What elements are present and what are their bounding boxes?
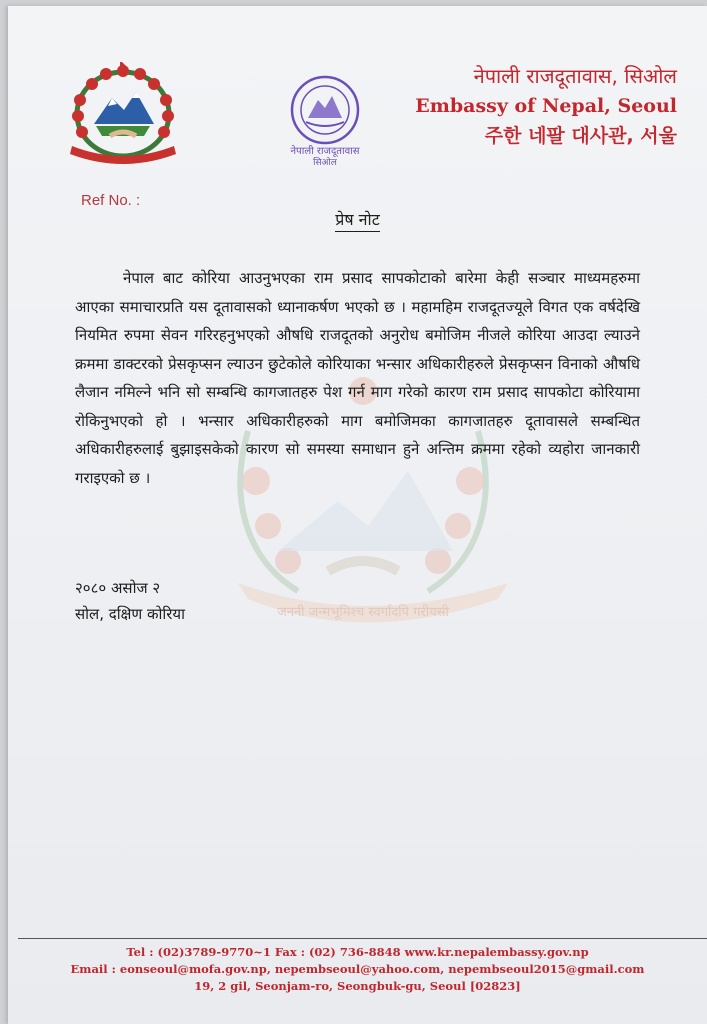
seal-text-top: नेपाली राजदूतावास (290, 146, 360, 157)
letterhead-nepali: नेपाली राजदूतावास, सिओल (473, 64, 677, 88)
footer-address: 19, 2 gil, Seonjam-ro, Seongbuk-gu, Seoul [02823] (194, 979, 521, 993)
letterhead-english: Embassy of Nepal, Seoul (415, 95, 677, 117)
watermark-motto: जननी जन्मभूमिश्च स्वर्गादपि गरीयसी (277, 605, 449, 620)
letterhead-korean: 주한 네팔 대사관, 서울 (484, 125, 677, 147)
issue-date: २०८० असोज २ (75, 579, 161, 597)
ref-number-label: Ref No. : (81, 192, 141, 209)
date-place-block (75, 575, 185, 627)
letterhead (415, 61, 677, 151)
press-note-body: नेपाल बाट कोरिया आउनुभएका राम प्रसाद सापकोटाको बारेमा केही सञ्चार माध्यमहरुमा आएका समाचारप्रति यस दूतावासको ध्यानाकर्षण भएको छ । महामहिम राजदूतज्यूले विगत एक वर्षदेखि नियमित रुपमा सेवन गरिरहनुभएको औषधि राजदूतको अनुरोध बमोजिम नीजले कोरिया आउदा ल्याउने क्रममा डाक्टरको प्रेसकृप्सन ल्याउन छुटेकोले कोरियाका भन्सार अधिकारीहरुले प्रेसकृप्सन विनाको औषधि लैजान नमिल्ने भनि सो सम्बन्धि कागजातहरु पेश गर्न माग गरेको कारण राम प्रसाद सापकोटा कोरियामा रोकिनुभएको हो । भन्सार अधिकारीहरुको माग बमोजिमका कागजातहरु दूतावासले सम्बन्धित अधिकारीहरुलाई बुझाइसकेको कारण सो समस्या समाधान हुने अन्तिम क्रममा रहेको व्यहोरा जानकारी गराइएको छ । (75, 269, 640, 487)
embassy-seal-stamp (280, 70, 370, 166)
letter-page (8, 6, 707, 1024)
footer-divider (18, 938, 707, 939)
seal-text-bottom: सिओल (313, 158, 337, 166)
coat-of-arms-icon (64, 62, 182, 166)
footer-phone-fax-web: Tel : (02)3789-9770~1 Fax : (02) 736-8848 www.kr.nepalembassy.gov.np (126, 945, 589, 959)
footer-email: Email : eonseoul@mofa.gov.np, nepembseoul@yahoo.com, nepembseoul2015@gmail.com (70, 962, 645, 976)
document-title-text: प्रेष नोट (335, 210, 380, 232)
issue-place: सोल, दक्षिण कोरिया (75, 605, 185, 623)
document-title (8, 208, 707, 230)
footer-contact (8, 944, 707, 995)
